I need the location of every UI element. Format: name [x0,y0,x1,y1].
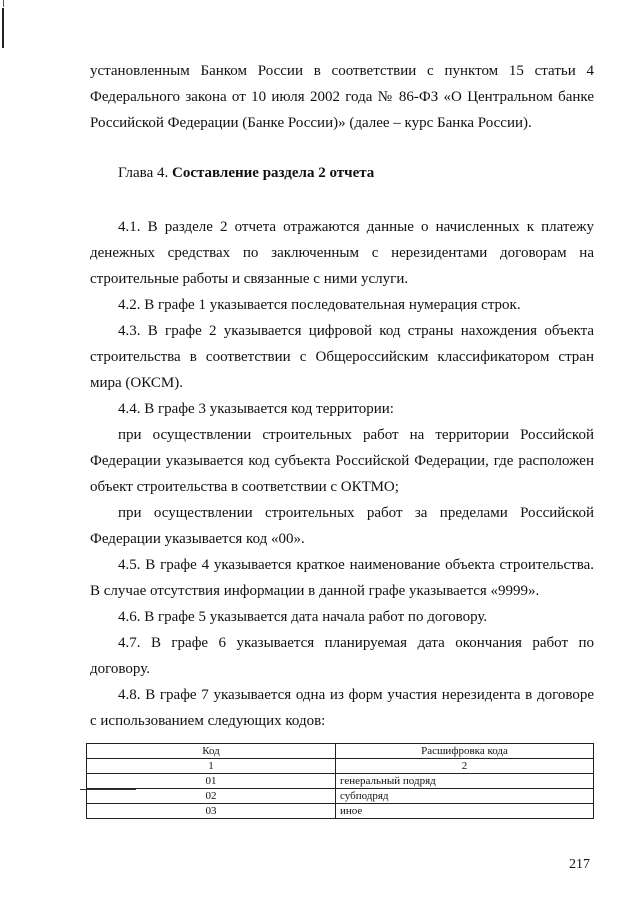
paragraph-4-3-line: 4.3. В графе 2 указывается цифровой код страны нахождения объекта [118,323,594,339]
text-line: денежных средствах по заключенным с нерезидентами договорам на [90,245,594,261]
text-line: Федерации указывается код субъекта Российской Федерации, где расположен [90,453,594,469]
column-number: 1 [87,759,336,774]
table-row [87,804,594,819]
text-line: Федерального закона от 10 июля 2002 года № 86-ФЗ «О Центральном банке [90,89,594,105]
paragraph-4-4: 4.4. В графе 3 указывается код территории: [118,401,394,417]
table-row [87,774,594,789]
table-row [87,789,594,804]
header-description: Расшифровка кода [336,744,594,759]
continuation-paragraph [90,58,594,136]
chapter-prefix: Глава 4. [118,165,169,181]
paragraph-4-3 [90,344,594,396]
scan-artifact [2,8,4,48]
code-cell: 02 [87,789,336,804]
text-line: договору. [90,661,150,677]
paragraph-4-6: 4.6. В графе 5 указывается дата начала работ по договору. [118,609,488,625]
paragraph-4-5 [90,578,594,604]
paragraph-4-2: 4.2. В графе 1 указывается последовательная нумерация строк. [118,297,521,313]
paragraph-4-1 [90,240,594,292]
paragraph-4-4b [90,526,594,552]
table-header-row [87,744,594,759]
paragraph-4-4a-line: при осуществлении строительных работ на территории Российской [118,427,594,443]
code-cell: 03 [87,804,336,819]
description-cell: иное [336,804,594,819]
paragraph-4-4a [90,448,594,500]
paragraph-4-4b-line: при осуществлении строительных работ за пределами Российской [118,505,594,521]
text-line: объект строительства в соответствии с ОКТМО; [90,479,399,495]
paragraph-4-1-line: 4.1. В разделе 2 отчета отражаются данные о начисленных к платежу [118,219,594,235]
text-line: Российской Федерации (Банке России)» (далее – курс Банка России). [90,115,532,131]
paragraph-4-8-line: 4.8. В графе 7 указывается одна из форм участия нерезидента в договоре [118,687,594,703]
table-numbering-row [87,759,594,774]
paragraph-4-8 [90,708,594,734]
paragraph-4-5-line: 4.5. В графе 4 указывается краткое наименование объекта строительства. [118,557,594,573]
chapter-heading [118,162,374,184]
header-code: Код [87,744,336,759]
description-cell: генеральный подряд [336,774,594,789]
scan-artifact [3,0,4,7]
text-line: строительства в соответствии с Общероссийским классификатором стран [90,349,594,365]
chapter-title: Составление раздела 2 отчета [171,165,375,181]
text-line: установленным Банком России в соответствии с пунктом 15 статьи 4 [90,63,594,79]
codes-table [86,743,594,819]
text-line: мира (ОКСМ). [90,375,183,391]
code-cell: 01 [87,774,336,789]
text-line: В случае отсутствия информации в данной графе указывается «9999». [90,583,540,599]
text-line: с использованием следующих кодов: [90,713,326,729]
page-number: 217 [569,857,590,872]
text-line: Федерации указывается код «00». [90,531,305,547]
description-cell: субподряд [336,789,594,804]
text-line: строительные работы и связанные с ними услуги. [90,271,409,287]
paragraph-4-7-line: 4.7. В графе 6 указывается планируемая дата окончания работ по [118,635,594,651]
column-number: 2 [336,759,594,774]
paragraph-4-7 [90,656,594,682]
